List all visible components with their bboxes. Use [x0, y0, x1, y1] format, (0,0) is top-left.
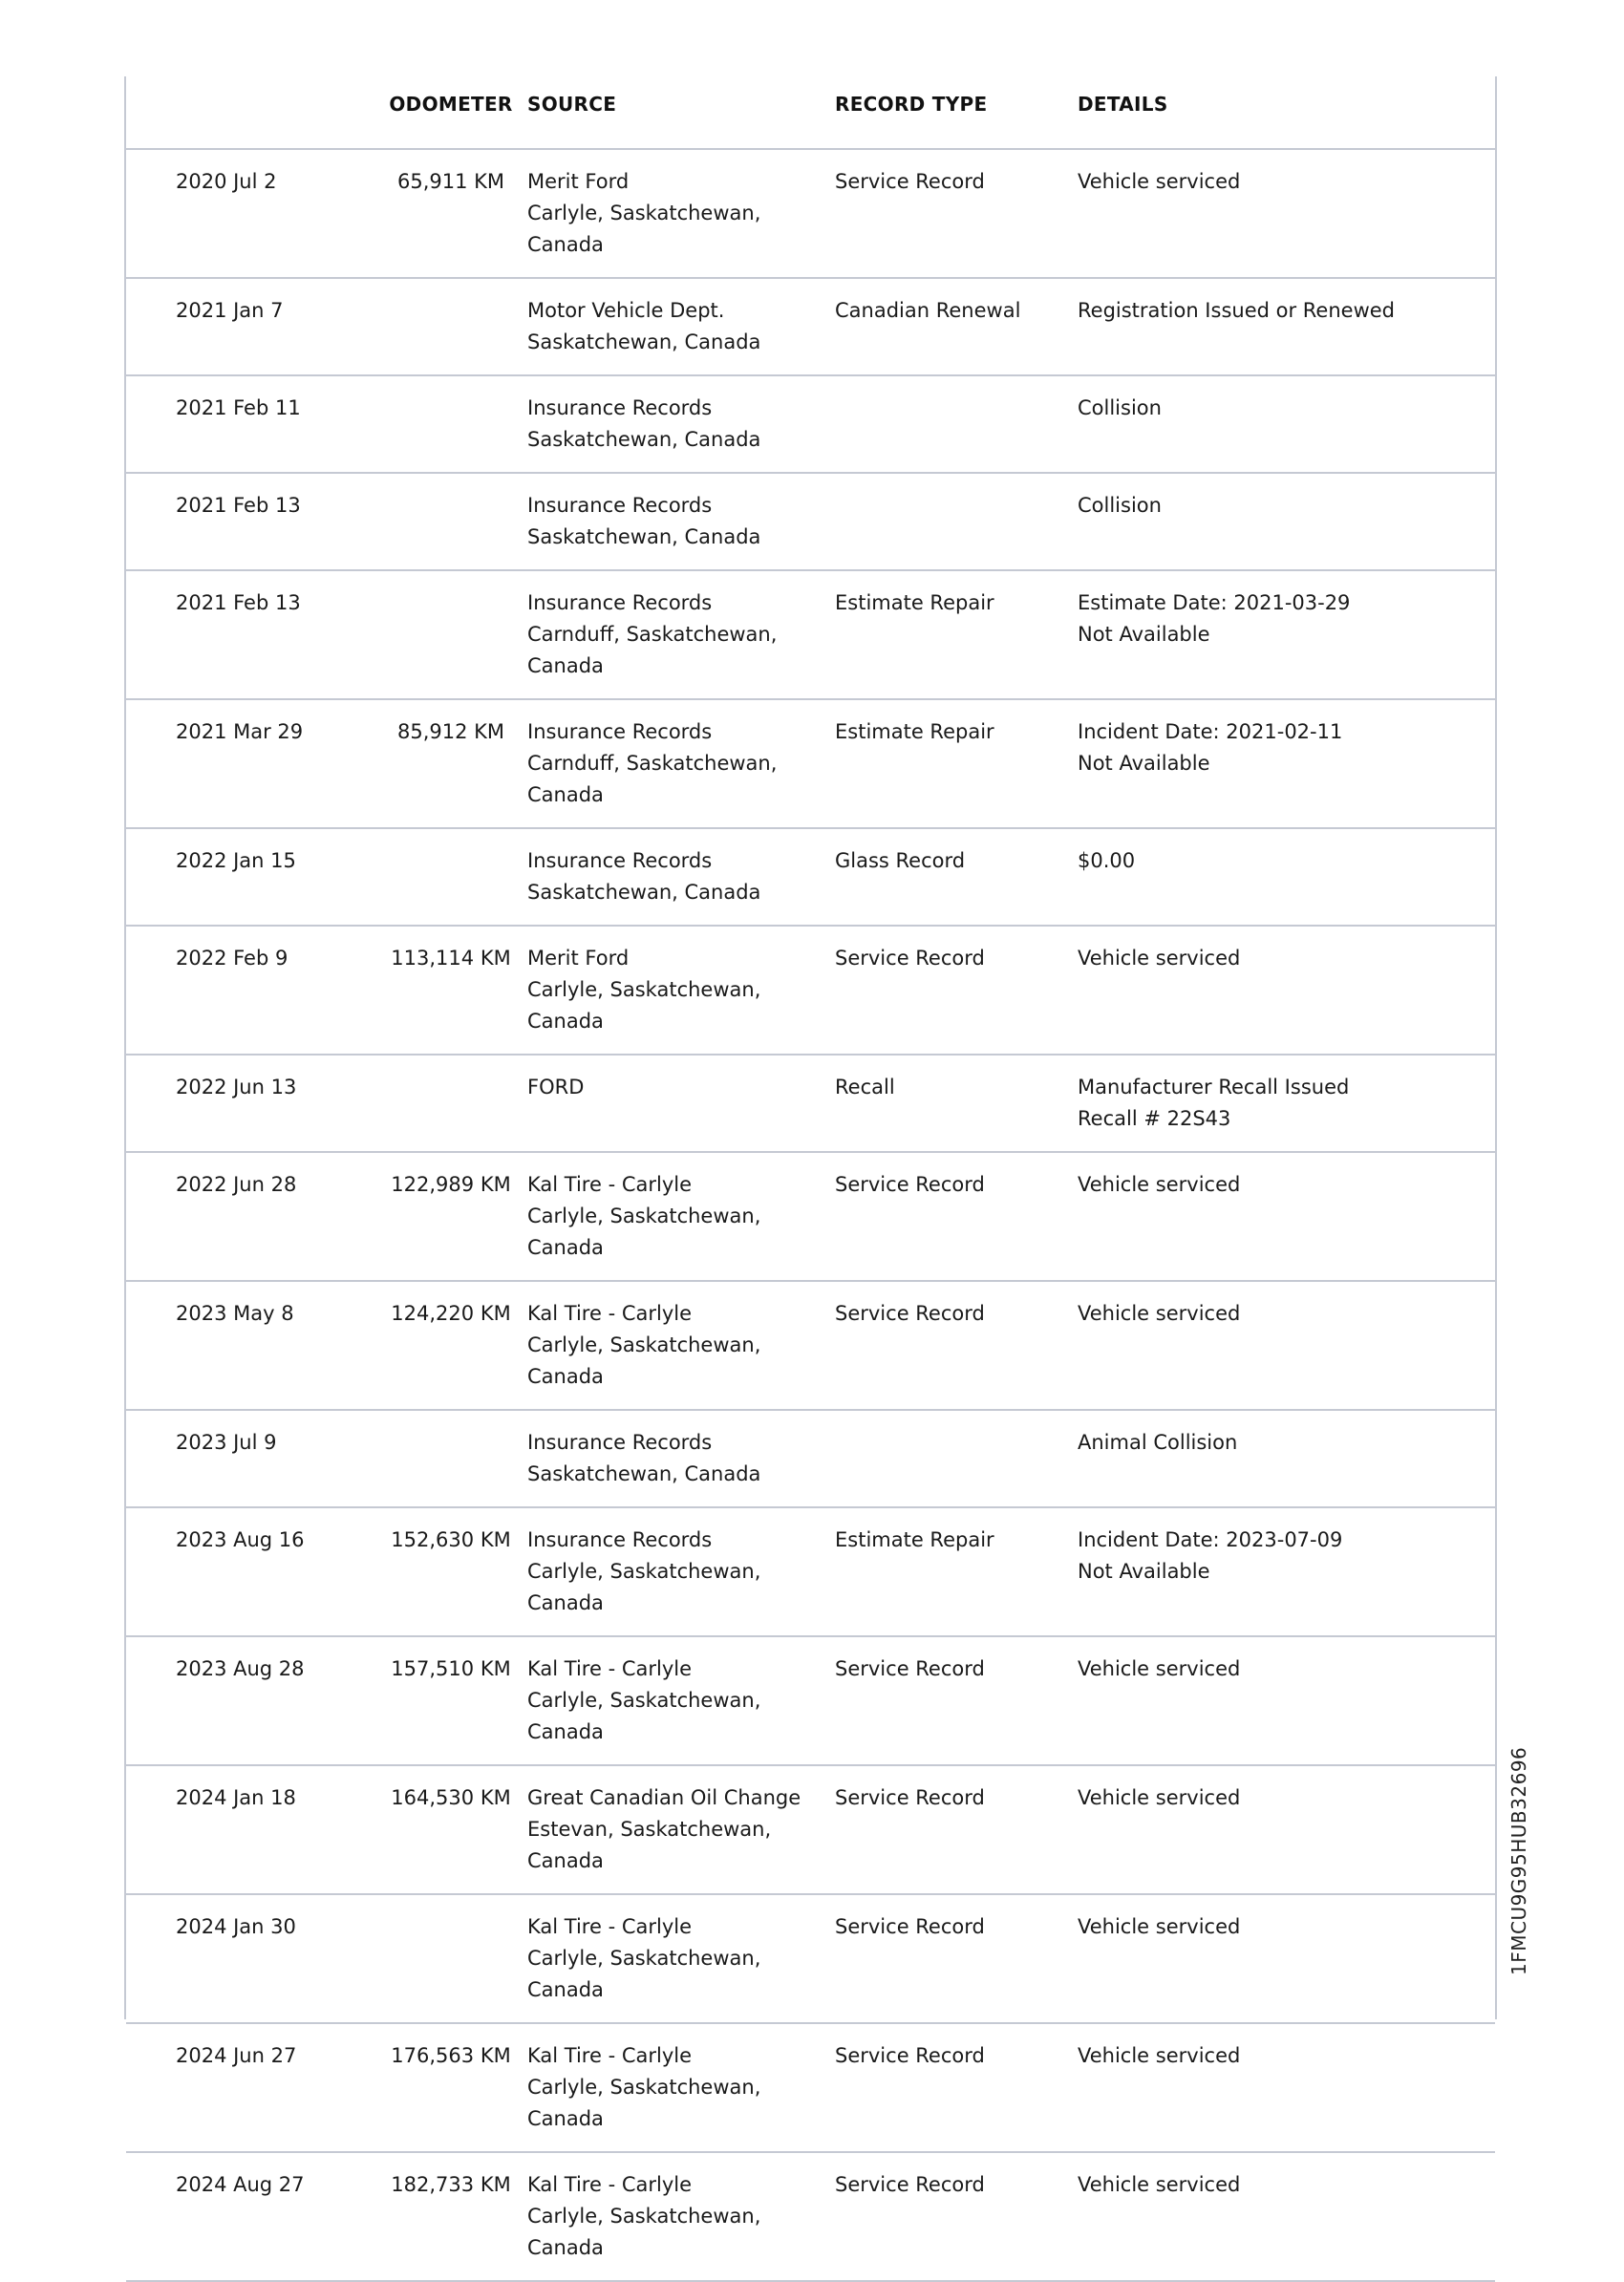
details-line: Collision — [1078, 494, 1162, 517]
record-type-cell: Service Record — [835, 149, 1078, 278]
table-row — [126, 473, 1495, 570]
source-cell — [527, 1507, 835, 1636]
details-line: Vehicle serviced — [1078, 2173, 1241, 2196]
details-line: Vehicle serviced — [1078, 170, 1241, 193]
date-cell: 2021 Feb 13 — [126, 570, 374, 699]
details-cell — [1078, 1507, 1495, 1636]
odometer-cell — [374, 1410, 527, 1507]
odometer-cell — [374, 278, 527, 375]
source-location: Carlyle, Saskatchewan, Canada — [527, 1333, 761, 1388]
details-cell — [1078, 1152, 1495, 1281]
odometer-cell: 113,114 KM — [374, 926, 527, 1055]
record-type-cell: Canadian Renewal — [835, 278, 1078, 375]
header-odometer: ODOMETER — [374, 76, 527, 149]
record-type-cell: Service Record — [835, 926, 1078, 1055]
record-type-cell: Recall — [835, 1055, 1078, 1152]
table-body — [126, 149, 1495, 2281]
source-cell — [527, 699, 835, 828]
source-location: Carlyle, Saskatchewan, Canada — [527, 2076, 761, 2130]
record-type-cell: Service Record — [835, 1636, 1078, 1765]
record-type-cell: Service Record — [835, 1152, 1078, 1281]
source-name: Kal Tire - Carlyle — [527, 1302, 692, 1325]
details-line: Not Available — [1078, 752, 1210, 775]
source-cell — [527, 1894, 835, 2023]
details-cell — [1078, 1055, 1495, 1152]
source-name: Merit Ford — [527, 947, 630, 970]
record-type-cell — [835, 375, 1078, 473]
record-type-cell: Service Record — [835, 1281, 1078, 1410]
odometer-cell: 85,912 KM — [374, 699, 527, 828]
date-cell: 2024 Jan 30 — [126, 1894, 374, 2023]
source-cell — [527, 1152, 835, 1281]
details-line: $0.00 — [1078, 849, 1136, 872]
odometer-cell: 176,563 KM — [374, 2023, 527, 2152]
source-cell — [527, 2023, 835, 2152]
details-cell — [1078, 570, 1495, 699]
source-location: Saskatchewan, Canada — [527, 525, 761, 548]
source-location: Carlyle, Saskatchewan, Canada — [527, 202, 761, 256]
details-cell — [1078, 828, 1495, 926]
details-line: Vehicle serviced — [1078, 1915, 1241, 1938]
source-location: Carnduff, Saskatchewan, — [527, 752, 778, 775]
date-cell: 2022 Jan 15 — [126, 828, 374, 926]
table-row — [126, 1281, 1495, 1410]
table-row — [126, 1152, 1495, 1281]
record-type-cell: Service Record — [835, 1765, 1078, 1894]
details-cell — [1078, 2023, 1495, 2152]
odometer-cell: 152,630 KM — [374, 1507, 527, 1636]
source-location: Canada — [527, 654, 604, 677]
source-cell — [527, 828, 835, 926]
header-details: DETAILS — [1078, 76, 1495, 149]
table-row — [126, 149, 1495, 278]
details-line: Vehicle serviced — [1078, 1657, 1241, 1680]
table-row — [126, 1894, 1495, 2023]
table-row — [126, 828, 1495, 926]
odometer-cell: 164,530 KM — [374, 1765, 527, 1894]
details-line: Vehicle serviced — [1078, 947, 1241, 970]
source-name: Insurance Records — [527, 1528, 713, 1551]
record-type-cell: Service Record — [835, 2152, 1078, 2281]
vehicle-history-table — [126, 76, 1495, 2282]
details-line: Vehicle serviced — [1078, 1302, 1241, 1325]
source-cell — [527, 278, 835, 375]
details-line: Registration Issued or Renewed — [1078, 299, 1396, 322]
date-cell: 2021 Mar 29 — [126, 699, 374, 828]
source-location: Saskatchewan, Canada — [527, 881, 761, 904]
header-date — [126, 76, 374, 149]
details-line: Incident Date: 2023-07-09 — [1078, 1528, 1343, 1551]
odometer-cell — [374, 1055, 527, 1152]
header-record-type: RECORD TYPE — [835, 76, 1078, 149]
source-cell — [527, 1765, 835, 1894]
table-row — [126, 570, 1495, 699]
odometer-cell — [374, 375, 527, 473]
details-line: Not Available — [1078, 623, 1210, 646]
record-type-cell: Estimate Repair — [835, 1507, 1078, 1636]
source-name: Insurance Records — [527, 849, 713, 872]
table-row — [126, 2152, 1495, 2281]
source-location: Estevan, Saskatchewan, — [527, 1818, 772, 1841]
source-name: Kal Tire - Carlyle — [527, 1915, 692, 1938]
date-cell: 2024 Jan 18 — [126, 1765, 374, 1894]
details-cell — [1078, 1281, 1495, 1410]
source-location: Carlyle, Saskatchewan, Canada — [527, 978, 761, 1033]
details-line: Vehicle serviced — [1078, 2044, 1241, 2067]
vehicle-history-sheet — [124, 76, 1497, 2259]
details-cell — [1078, 149, 1495, 278]
source-location: Carnduff, Saskatchewan, — [527, 623, 778, 646]
vin-label: 1FMCU9G95HUB32696 — [1507, 1746, 1530, 1975]
odometer-cell: 157,510 KM — [374, 1636, 527, 1765]
source-cell — [527, 1055, 835, 1152]
date-cell: 2021 Jan 7 — [126, 278, 374, 375]
date-cell: 2023 Jul 9 — [126, 1410, 374, 1507]
source-cell — [527, 1410, 835, 1507]
source-name: Insurance Records — [527, 396, 713, 419]
record-type-cell — [835, 1410, 1078, 1507]
source-location: Carlyle, Saskatchewan, Canada — [527, 1205, 761, 1259]
details-cell — [1078, 375, 1495, 473]
source-cell — [527, 926, 835, 1055]
source-name: Kal Tire - Carlyle — [527, 1173, 692, 1196]
record-type-cell: Service Record — [835, 2023, 1078, 2152]
date-cell: 2022 Jun 28 — [126, 1152, 374, 1281]
source-name: Motor Vehicle Dept. — [527, 299, 725, 322]
source-name: Kal Tire - Carlyle — [527, 2044, 692, 2067]
source-cell — [527, 473, 835, 570]
details-cell — [1078, 1410, 1495, 1507]
source-cell — [527, 1281, 835, 1410]
details-cell — [1078, 1636, 1495, 1765]
source-location: Saskatchewan, Canada — [527, 1462, 761, 1485]
odometer-cell — [374, 473, 527, 570]
details-line: Vehicle serviced — [1078, 1173, 1241, 1196]
source-cell — [527, 570, 835, 699]
source-location: Canada — [527, 1849, 604, 1872]
source-name: Insurance Records — [527, 1431, 713, 1454]
odometer-cell: 124,220 KM — [374, 1281, 527, 1410]
source-location: Saskatchewan, Canada — [527, 428, 761, 451]
date-cell: 2024 Aug 27 — [126, 2152, 374, 2281]
table-row — [126, 2023, 1495, 2152]
source-cell — [527, 149, 835, 278]
date-cell: 2020 Jul 2 — [126, 149, 374, 278]
table-row — [126, 1055, 1495, 1152]
date-cell: 2023 May 8 — [126, 1281, 374, 1410]
details-line: Recall # 22S43 — [1078, 1107, 1231, 1130]
details-cell — [1078, 1765, 1495, 1894]
source-name: Insurance Records — [527, 494, 713, 517]
record-type-cell: Estimate Repair — [835, 570, 1078, 699]
details-line: Not Available — [1078, 1560, 1210, 1583]
odometer-cell — [374, 828, 527, 926]
details-cell — [1078, 278, 1495, 375]
details-cell — [1078, 2152, 1495, 2281]
table-row — [126, 926, 1495, 1055]
source-name: Merit Ford — [527, 170, 630, 193]
date-cell: 2022 Jun 13 — [126, 1055, 374, 1152]
details-cell — [1078, 699, 1495, 828]
odometer-cell — [374, 570, 527, 699]
table-header-row — [126, 76, 1495, 149]
odometer-cell: 122,989 KM — [374, 1152, 527, 1281]
details-line: Collision — [1078, 396, 1162, 419]
date-cell: 2024 Jun 27 — [126, 2023, 374, 2152]
source-location: Carlyle, Saskatchewan, Canada — [527, 2205, 761, 2259]
record-type-cell: Glass Record — [835, 828, 1078, 926]
source-name: Insurance Records — [527, 591, 713, 614]
table-row — [126, 278, 1495, 375]
date-cell: 2021 Feb 11 — [126, 375, 374, 473]
date-cell: 2023 Aug 28 — [126, 1636, 374, 1765]
table-row — [126, 1765, 1495, 1894]
source-name: FORD — [527, 1076, 585, 1098]
table-row — [126, 1507, 1495, 1636]
source-location: Canada — [527, 783, 604, 806]
source-location: Carlyle, Saskatchewan, Canada — [527, 1560, 761, 1614]
source-location: Carlyle, Saskatchewan, Canada — [527, 1947, 761, 2001]
details-cell — [1078, 1894, 1495, 2023]
record-type-cell: Service Record — [835, 1894, 1078, 2023]
record-type-cell — [835, 473, 1078, 570]
odometer-cell — [374, 1894, 527, 2023]
source-name: Kal Tire - Carlyle — [527, 2173, 692, 2196]
details-line: Vehicle serviced — [1078, 1786, 1241, 1809]
source-cell — [527, 1636, 835, 1765]
date-cell: 2021 Feb 13 — [126, 473, 374, 570]
date-cell: 2023 Aug 16 — [126, 1507, 374, 1636]
source-cell — [527, 2152, 835, 2281]
details-line: Animal Collision — [1078, 1431, 1238, 1454]
table-row — [126, 1636, 1495, 1765]
record-type-cell: Estimate Repair — [835, 699, 1078, 828]
table-row — [126, 375, 1495, 473]
source-location: Saskatchewan, Canada — [527, 331, 761, 353]
source-location: Carlyle, Saskatchewan, Canada — [527, 1689, 761, 1743]
header-source: SOURCE — [527, 76, 835, 149]
table-row — [126, 1410, 1495, 1507]
details-line: Manufacturer Recall Issued — [1078, 1076, 1350, 1098]
source-name: Great Canadian Oil Change — [527, 1786, 801, 1809]
source-name: Insurance Records — [527, 720, 713, 743]
odometer-cell: 65,911 KM — [374, 149, 527, 278]
source-cell — [527, 375, 835, 473]
source-name: Kal Tire - Carlyle — [527, 1657, 692, 1680]
details-line: Estimate Date: 2021-03-29 — [1078, 591, 1351, 614]
table-row — [126, 699, 1495, 828]
details-line: Incident Date: 2021-02-11 — [1078, 720, 1343, 743]
details-cell — [1078, 926, 1495, 1055]
date-cell: 2022 Feb 9 — [126, 926, 374, 1055]
odometer-cell: 182,733 KM — [374, 2152, 527, 2281]
details-cell — [1078, 473, 1495, 570]
